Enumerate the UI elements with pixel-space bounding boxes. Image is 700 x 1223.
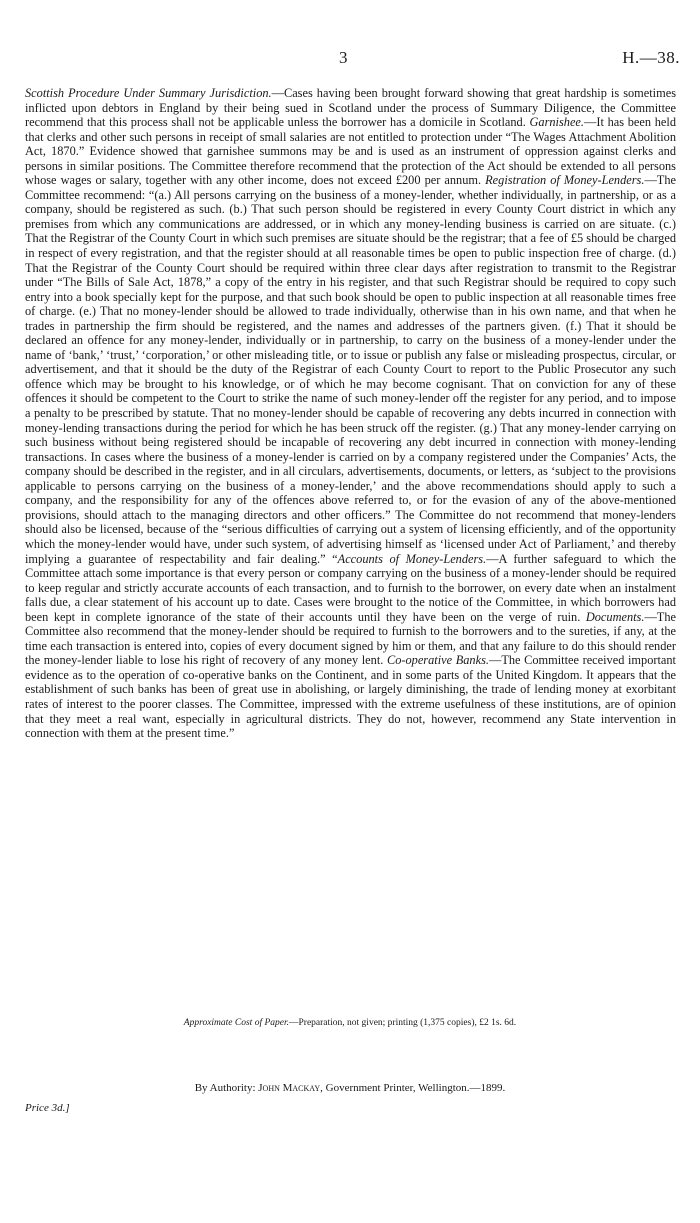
section-heading-documents: Documents. [585, 609, 645, 624]
document-reference: H.—38. [622, 48, 680, 67]
imprint-suffix: , Government Printer, Wellington.—1899. [320, 1082, 506, 1094]
cost-of-paper-note [0, 1018, 700, 1028]
section-text-scottish-procedure: —Cases having been brought forward showing that great hardship is sometimes inflicted upon debtors in England by their being sued in Scotland under the process of Summary Diligence, the Committee recommend that this process shall not be applicable unless the borrower has a domicile in Scotland. [25, 86, 676, 130]
section-heading-scottish-procedure: Scottish Procedure Under Summary Jurisdiction. [25, 86, 272, 100]
section-text-co-operative-banks: —The Committee received important evidence as to the operation of co-operative banks on the Continent, and in some parts of the United Kingdom. It appears that the establishment of such banks has been of great use in abolishing, or largely diminishing, the trade of lending money at exorbitant rates of interest to the poorer classes. The Committee, impressed with the extreme usefulness of these institutions, are of opinion that they meet a real want, especially in agricultural districts. They do not, however, recommend any State intervention in connection with them at the present time.” [25, 653, 676, 741]
section-heading-garnishee: Garnishee. [529, 115, 584, 130]
section-text-garnishee: —It has been held that clerks and other such persons in receipt of small salaries are not entitled to protection under “The Wages Attachment Abolition Act, 1870.” Evidence showed that garnishee summons may be and is used as an instrument of oppression against clerks and persons in similar positions. The Committee therefore recommend that the protection of the Act should be extended to all persons whose wages or salary, together with any other income, does not exceed £200 per annum. [25, 115, 676, 188]
section-text-documents: —The Committee also recommend that the money-lender should be required to furnish to the borrowers and to the sureties, if any, at the time each transaction is entered into, copies of every document signed by him or them, and that any failure to do this should render the money-lender liable to lose his right of recovery of any money lent. [25, 609, 676, 668]
section-heading-registration: Registration of Money-Lenders. [485, 173, 645, 188]
section-text-registration: —The Committee recommend: “(a.) All persons carrying on the business of a money-lender, whether individually, in partnership, or as a company, should be registered as such. (b.) That such person should be registered in every County Court district in which any premises from which any communications are addressed, or in which any money-lending business is carried on are situate. (c.) That the Registrar of the County Court in which such premises are situate should be the registrar; that a fee of £5 should be charged in respect of every registration, and that the register should at all reasonable times be open to public inspection free of charge. (d.) That the Registrar of the County Court should be required within three clear days after registration to transmit to the Registrar under “The Bills of Sale Act, 1878,” a copy of the entry in his register, and that such Registrar should be required to copy such entry into a book specially kept for the purpose, and that such book should be open to public inspection at all reasonable times free of charge. (e.) That no money-lender should be allowed to trade individually, otherwise than in his own name, and that when he trades in partnership the firm should be registered, and the names and addresses of the partners given. (f.) That it should be declared an offence for any money-lender, individually or in partnership, to carry on the business of a money-lender under the name of ‘bank,’ ‘trust,’ ‘corporation,’ or other misleading title, or to issue or publish any false or misleading prospectus, circular, or advertisement, and that it should be the duty of the Registrar of each County Court to report to the Public Prosecutor any such offence which may be brought to his knowledge, or of which he may become cognisant. That on conviction for any of these offences it should be competent to the Court to strike the name of such money-lender off the register for any period, and to impose a penalty to be prescribed by statute. That no money-lender should be capable of recovering any debts incurred in connection with money-lending transactions during the period for which he has been struck off the register. (g.) That any money-lender carrying on such business without being registered should be incapable of recovering any debt incurred in connection with money-lending transactions. In cases where the business of a money-lender is carried on by a company registered under the Companies’ Acts, the company should be described in the register, and in all circulars, advertisements, documents, or letters, as ‘subject to the provisions applicable to persons carrying on the business of a money-lender,’ and the above recommendations should apply to such a company, and the responsibility for any of the offences above referred to, or for the evasion of any of the above-mentioned provisions, should attach to the managing directors and other officers.” The Committee do not recommend that money-lenders should also be licensed, because of the “serious difficulties of carrying out a system of licensing efficiently, and of the opportunity which the money-lender would have, under such system, of advertising himself as ‘licensed under Act of Parliament,’ and thereby implying a guarantee of respectability and fair dealing.” “ [25, 173, 676, 566]
printer-name: John Mackay [258, 1082, 321, 1094]
body-paragraph [25, 86, 676, 741]
section-text-accounts: —A further safeguard to which the Committee attach some importance is that every person or company carrying on the business of a money-lender should be required to keep regular and strictly accurate accounts of each transaction, and to furnish to the borrower, on every date when an instalment falls due, a clear statement of his account up to date. Cases were brought to the notice of the Committee, in which borrowers had been kept in complete ignorance of the state of their accounts until they have been on the verge of ruin. [25, 551, 676, 624]
imprint-prefix: By Authority: [194, 1082, 259, 1094]
price-label: Price 3d.] [25, 1102, 70, 1114]
printer-imprint [0, 1082, 700, 1094]
cost-label: Approximate Cost of Paper. [183, 1018, 289, 1028]
page-number: 3 [339, 48, 348, 67]
section-heading-accounts: Accounts of Money-Lenders. [337, 551, 487, 566]
cost-text: —Preparation, not given; printing (1,375 copies), £2 1s. 6d. [289, 1018, 517, 1028]
section-heading-co-operative-banks: Co-operative Banks. [386, 653, 489, 668]
